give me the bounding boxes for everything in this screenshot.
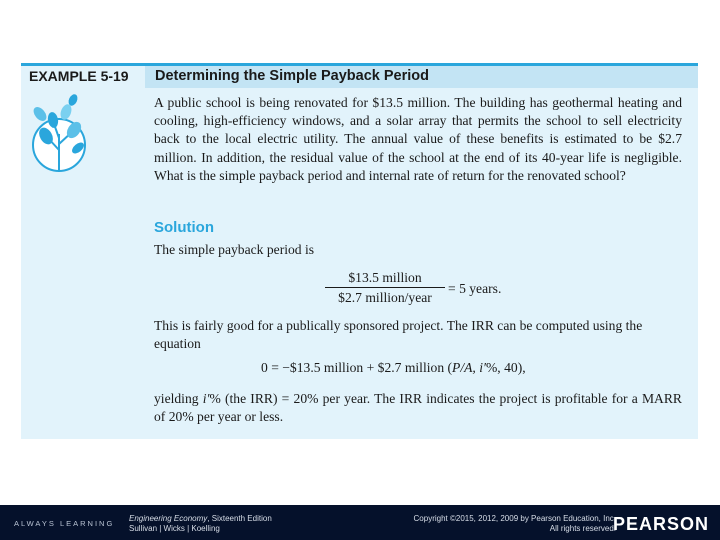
- conclusion-variable: i′: [202, 391, 210, 406]
- solution-intro: The simple payback period is: [154, 242, 315, 257]
- footer-book-info: [129, 514, 272, 534]
- example-title: Determining the Simple Payback Period: [155, 68, 429, 84]
- equation-factor: P/A, i′: [452, 360, 486, 375]
- conclusion-text: % (the IRR) = 20% per year. The IRR indicates the project is profitable for a MARR of 20% per year or less.: [154, 391, 682, 424]
- leaf-tree-icon: [26, 92, 96, 176]
- footer-brand: ALWAYS LEARNING: [14, 519, 115, 528]
- fraction-result: = 5 years.: [448, 281, 502, 296]
- example-label: EXAMPLE 5-19: [29, 68, 129, 84]
- solution-heading: Solution: [154, 219, 214, 236]
- conclusion-prefix: yielding: [154, 391, 203, 406]
- equation-lhs: 0 = −$13.5 million + $2.7 million (: [261, 360, 453, 375]
- book-edition: , Sixteenth Edition: [207, 514, 272, 523]
- example-header-bar: [21, 66, 698, 88]
- publisher-logo: PEARSON: [612, 514, 709, 534]
- solution-conclusion: [154, 390, 682, 426]
- book-title: Engineering Economy: [129, 514, 208, 523]
- equation-rhs: %, 40),: [485, 360, 526, 375]
- copyright-text: Copyright ©2015, 2012, 2009 by Pearson Education, Inc.: [413, 514, 616, 523]
- solution-body: This is fairly good for a publically sponsored project. The IRR can be computed using the equation: [154, 318, 643, 351]
- example-box: [21, 63, 698, 439]
- book-authors: Sullivan | Wicks | Koelling: [129, 524, 220, 533]
- rights-text: All rights reserved.: [549, 524, 616, 533]
- fraction-numerator: $13.5 million: [325, 269, 445, 288]
- footer-copyright: [414, 514, 616, 534]
- footer: [0, 505, 720, 540]
- irr-equation: [261, 360, 526, 376]
- payback-fraction: [325, 269, 445, 307]
- fraction-denominator: $2.7 million/year: [338, 290, 432, 305]
- problem-statement: A public school is being renovated for $13.5 million. The building has geothermal heating and cooling, high-efficiency windows, and a solar array that permits the school to sell electricity back to the local electric utility. The annual value of these benefits is estimated to be $2.7 million. In addition, the residual value of the school at the end of its 40-year life is negligible. What is the simple payback period and internal rate of return for the renovated school?: [154, 95, 682, 183]
